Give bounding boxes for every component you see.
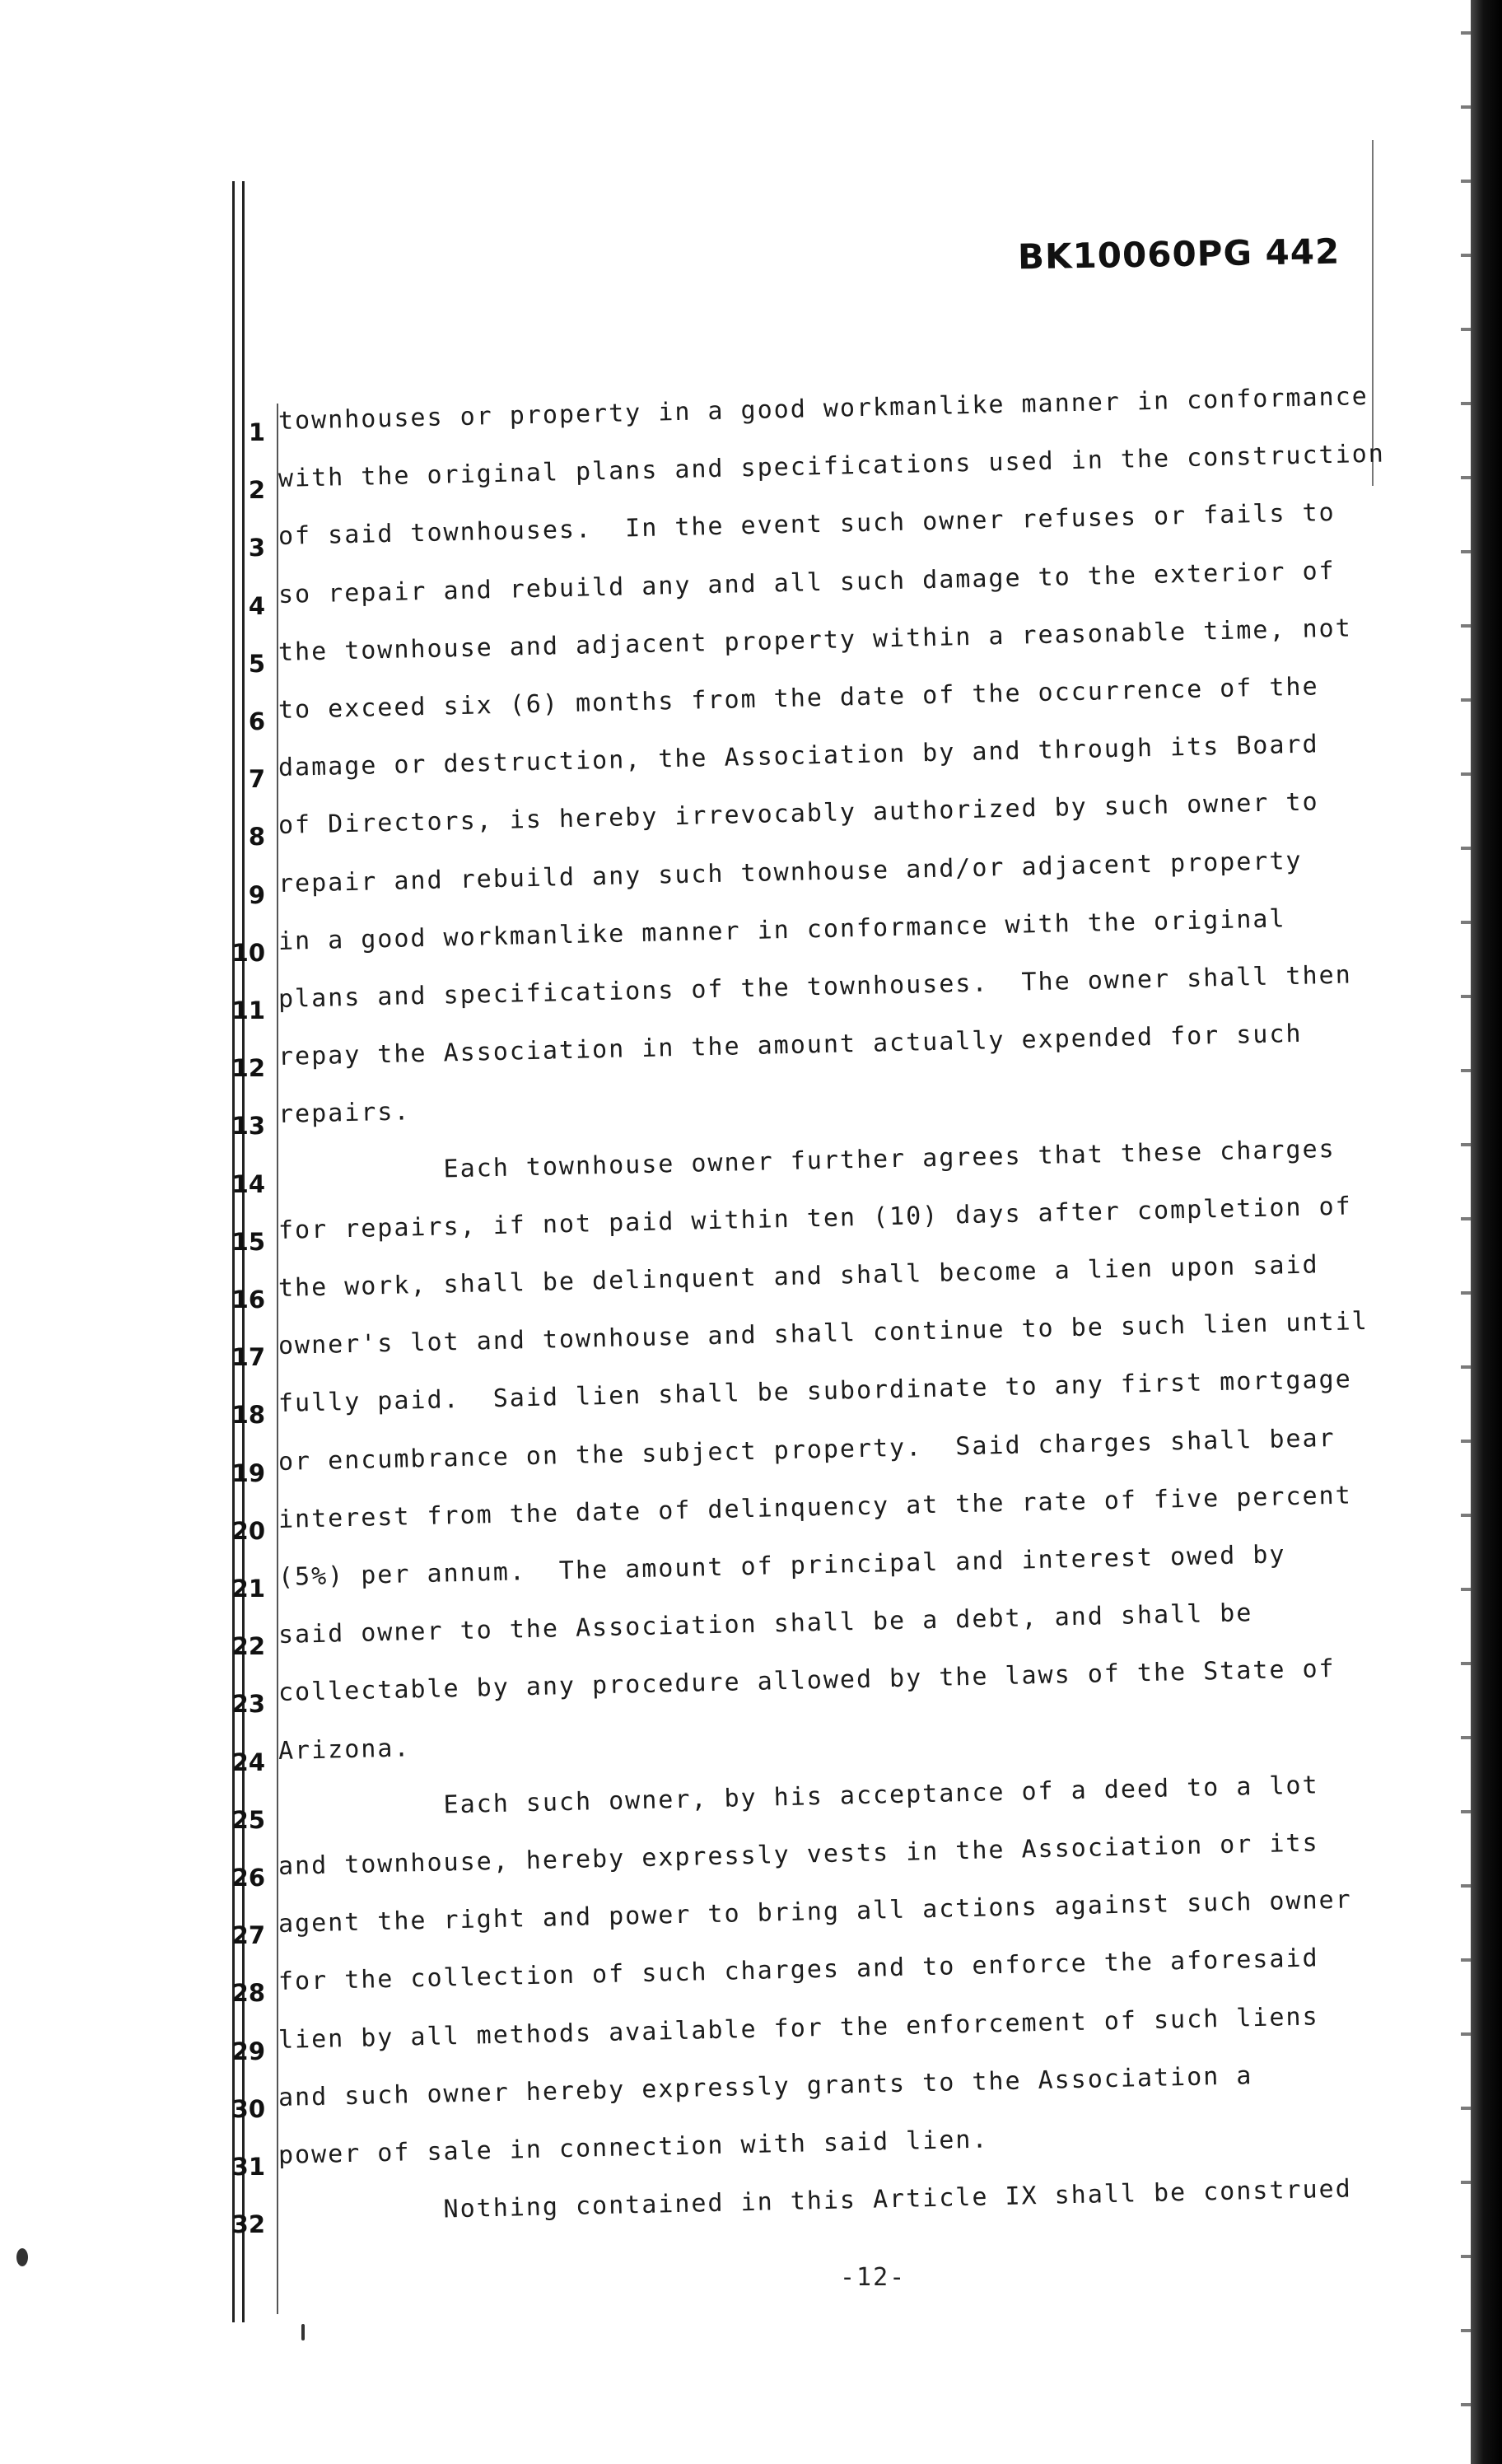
line-number: 17 xyxy=(231,1343,265,1372)
line-number: 9 xyxy=(248,880,265,909)
line-number: 21 xyxy=(231,1575,265,1603)
text-line: Each such owner, by his acceptance of a deed to a lot xyxy=(278,1771,1319,1823)
line-number: 22 xyxy=(231,1632,265,1661)
text-line: to exceed six (6) months from the date of the occurrence of the xyxy=(278,672,1319,725)
line-number: 26 xyxy=(231,1864,265,1892)
text-line: Nothing contained in this Article IX shall be construed xyxy=(278,2174,1353,2228)
line-number: 23 xyxy=(231,1690,265,1719)
text-line: for repairs, if not paid within ten (10) days after completion of xyxy=(278,1192,1353,1245)
line-number: 14 xyxy=(231,1169,265,1198)
text-line: damage or destruction, the Association by and through its Board xyxy=(278,730,1319,783)
text-line: fully paid. Said lien shall be subordinate to any first mortgage xyxy=(278,1365,1353,1419)
line-number: 28 xyxy=(231,1979,265,2008)
line-number: 10 xyxy=(231,938,265,967)
line-number: 7 xyxy=(248,765,265,794)
book-page-stamp: BK10060PG 442 xyxy=(1017,231,1341,278)
text-line: repairs. xyxy=(278,1097,411,1130)
line-number: 32 xyxy=(231,2210,265,2239)
line-number: 24 xyxy=(231,1748,265,1776)
text-line: for the collection of such charges and to enforce the aforesaid xyxy=(278,1944,1319,1997)
text-line: of said townhouses. In the event such owner refuses or fails to xyxy=(278,498,1336,552)
text-line: repay the Association in the amount actually expended for such xyxy=(278,1019,1303,1072)
line-number: 18 xyxy=(231,1401,265,1430)
line-number: 13 xyxy=(231,1112,265,1141)
line-number: 20 xyxy=(231,1516,265,1545)
line-number: 11 xyxy=(231,996,265,1024)
text-line: interest from the date of delinquency at the rate of five percent xyxy=(278,1481,1353,1534)
text-line: and such owner hereby expressly grants to the Association a xyxy=(278,2060,1253,2112)
text-line: so repair and rebuild any and all such damage to the exterior of xyxy=(278,556,1336,609)
text-line: agent the right and power to bring all actions against such owner xyxy=(278,1885,1353,1939)
line-number: 15 xyxy=(231,1227,265,1256)
text-line: the townhouse and adjacent property within a reasonable time, not xyxy=(278,614,1353,667)
text-line: repair and rebuild any such townhouse and/or adjacent property xyxy=(278,846,1303,898)
text-line: townhouses or property in a good workmanlike manner in conformance xyxy=(278,381,1369,436)
text-line: lien by all methods available for the enforcement of such liens xyxy=(278,2001,1319,2055)
line-number: 29 xyxy=(231,2037,265,2065)
text-line: collectable by any procedure allowed by the laws of the State of xyxy=(278,1654,1336,1708)
line-number: 16 xyxy=(231,1286,265,1314)
text-line: power of sale in connection with said lien. xyxy=(278,2125,989,2170)
line-number: 4 xyxy=(248,591,265,620)
scan-speck xyxy=(301,2324,305,2340)
line-number: 8 xyxy=(248,823,265,852)
scan-edge xyxy=(1471,0,1502,2464)
line-number: 31 xyxy=(231,2153,265,2181)
scan-edge-texture xyxy=(1461,0,1471,2464)
text-line: in a good workmanlike manner in conformance with the original xyxy=(278,904,1286,956)
text-line: Each townhouse owner further agrees that these charges xyxy=(278,1134,1336,1188)
page-number: -12- xyxy=(840,2263,907,2292)
text-line: with the original plans and specifications used in the construction xyxy=(278,439,1386,494)
line-number: 25 xyxy=(231,1805,265,1834)
line-number: 12 xyxy=(231,1054,265,1083)
text-line: owner's lot and townhouse and shall continue to be such lien until xyxy=(278,1307,1369,1361)
line-number: 19 xyxy=(231,1458,265,1487)
text-line: and townhouse, hereby expressly vests in the Association or its xyxy=(278,1828,1319,1881)
text-line: or encumbrance on the subject property. Said charges shall bear xyxy=(278,1423,1336,1477)
line-number: 1 xyxy=(248,418,265,446)
line-number: 3 xyxy=(248,534,265,562)
text-line: the work, shall be delinquent and shall become a lien upon said xyxy=(278,1250,1319,1303)
line-number: 27 xyxy=(231,1921,265,1950)
text-line: plans and specifications of the townhouses. The owner shall then xyxy=(278,960,1353,1014)
line-number: 2 xyxy=(248,476,265,505)
margin-rule-right xyxy=(1372,140,1374,486)
text-line: of Directors, is hereby irrevocably authorized by such owner to xyxy=(278,787,1319,841)
text-line: (5%) per annum. The amount of principal and interest owed by xyxy=(278,1540,1286,1592)
text-line: said owner to the Association shall be a debt, and shall be xyxy=(278,1598,1253,1650)
line-number: 6 xyxy=(248,707,265,735)
line-number: 30 xyxy=(231,2094,265,2123)
text-line: Arizona. xyxy=(278,1733,411,1766)
scan-speck xyxy=(16,2248,28,2266)
line-number: 5 xyxy=(248,649,265,678)
